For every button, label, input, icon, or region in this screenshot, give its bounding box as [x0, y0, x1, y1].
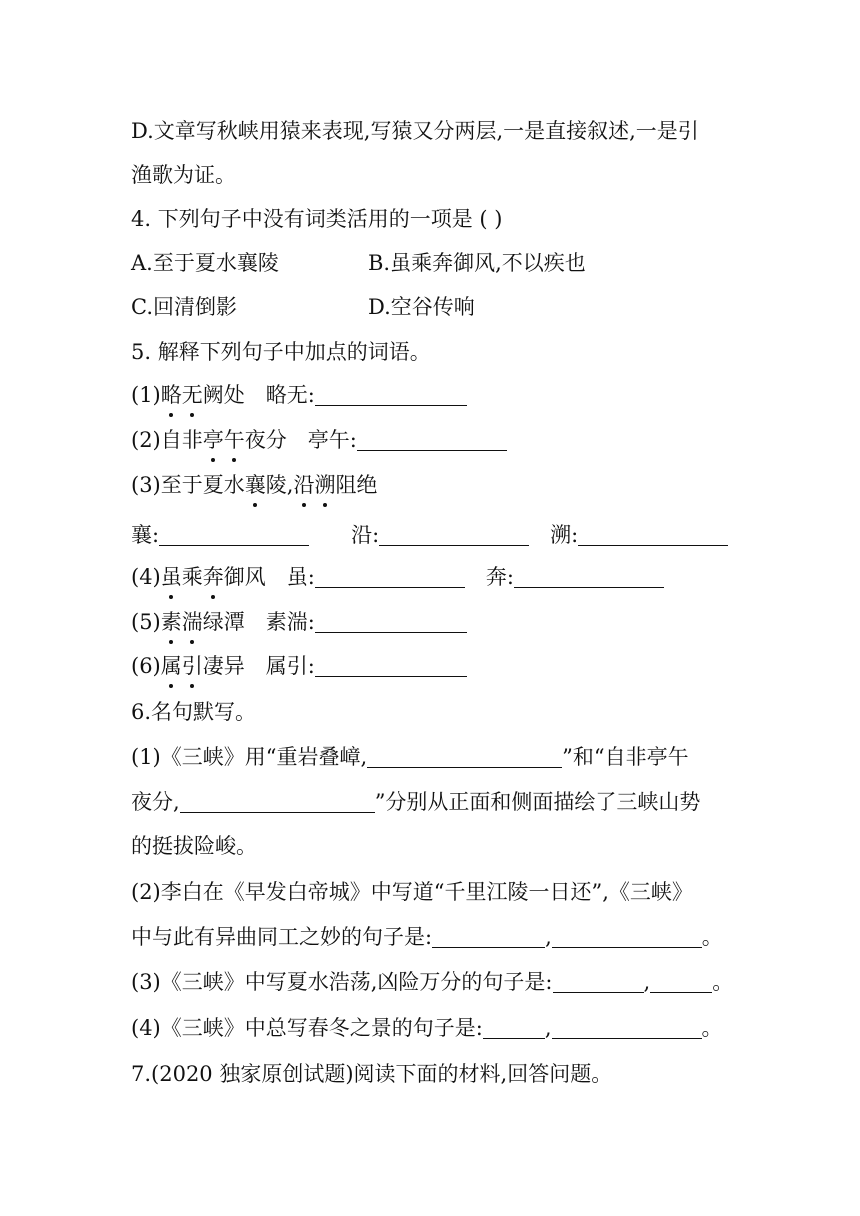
dotted-char: 奔 — [203, 562, 224, 592]
answer-label: 虽: — [286, 565, 315, 589]
dotted-char: 湍 — [182, 607, 203, 637]
answer-label: 沿: — [351, 523, 380, 547]
q6-p1-line2 — [131, 787, 700, 817]
q6-p3 — [131, 967, 733, 997]
sentence-text: ”和“自非亭午 — [562, 745, 689, 769]
dotted-char: 略 — [161, 380, 182, 410]
answer-label: 溯: — [550, 523, 579, 547]
sentence-text: ”分别从正面和侧面描绘了三峡山势 — [374, 790, 701, 814]
answer-label: 素湍: — [265, 610, 315, 634]
item-number: (6) — [131, 654, 161, 678]
dotted-char: 素 — [161, 607, 182, 637]
answer-blank[interactable] — [315, 654, 467, 677]
sentence-text: , — [545, 925, 552, 949]
answer-blank[interactable] — [379, 523, 529, 546]
sentence-text: 至于夏水 — [160, 473, 245, 497]
sentence-text: (3)《三峡》中写夏水浩荡,凶险万分的句子是: — [131, 970, 553, 994]
sentence-text: 。 — [701, 1016, 723, 1040]
sentence-text: 阻绝 — [335, 473, 378, 497]
q4-option-d: D.空谷传响 — [368, 295, 475, 319]
q4-option-c: C.回清倒影 — [131, 295, 237, 319]
dotted-char: 亭 — [203, 425, 224, 455]
answer-blank[interactable] — [432, 925, 545, 948]
dotted-char: 虽 — [161, 562, 182, 592]
answer-blank[interactable] — [315, 610, 467, 633]
q4-option-a: A.至于夏水襄陵 — [131, 251, 279, 275]
sentence-text: 中与此有异曲同工之妙的句子是: — [131, 925, 433, 949]
sentence-text: (4)《三峡》中总写春冬之景的句子是: — [131, 1016, 483, 1040]
q7-stem: 7.(2020 独家原创试题)阅读下面的材料,回答问题。 — [131, 1062, 613, 1086]
answer-blank[interactable] — [367, 745, 562, 768]
answer-blank[interactable] — [514, 565, 664, 588]
sentence-text: 阙处 — [202, 383, 245, 407]
q5-item-3-answers — [131, 520, 728, 550]
sentence-text: (1)《三峡》用“重岩叠嶂, — [131, 745, 368, 769]
answer-blank[interactable] — [315, 383, 467, 406]
sentence-text: 夜分, — [131, 790, 180, 814]
dotted-char: 沿 — [293, 470, 314, 500]
q5-item-2 — [131, 425, 507, 455]
sentence-text: 绿潭 — [202, 610, 245, 634]
q5-stem: 5. 解释下列句子中加点的词语。 — [131, 340, 431, 364]
answer-blank[interactable] — [315, 565, 465, 588]
q4-stem: 4. 下列句子中没有词类活用的一项是 ( ) — [131, 207, 503, 231]
answer-blank[interactable] — [552, 1016, 702, 1039]
sentence-text: 御风 — [223, 565, 266, 589]
sentence-text: 乘 — [181, 565, 203, 589]
q6-p4 — [131, 1013, 723, 1043]
answer-blank[interactable] — [650, 970, 712, 993]
q5-item-1 — [131, 380, 467, 410]
answer-blank[interactable] — [357, 428, 507, 451]
answer-blank[interactable] — [553, 970, 644, 993]
answer-blank[interactable] — [578, 523, 728, 546]
item-number: (4) — [131, 565, 161, 589]
sentence-text: 夜分 — [244, 428, 287, 452]
dotted-char: 无 — [182, 380, 203, 410]
dotted-char: 属 — [161, 651, 182, 681]
dotted-char: 引 — [182, 651, 203, 681]
answer-blank[interactable] — [483, 1016, 545, 1039]
sentence-text: 。 — [712, 970, 734, 994]
q3-option-d-line1: D.文章写秋峡用猿来表现,写猿又分两层,一是直接叙述,一是引 — [131, 119, 699, 143]
item-number: (2) — [131, 428, 161, 452]
sentence-text: 自非 — [160, 428, 203, 452]
answer-label: 亭午: — [307, 428, 357, 452]
answer-blank[interactable] — [180, 790, 375, 813]
sentence-text: , — [643, 970, 651, 994]
q5-item-5 — [131, 607, 467, 637]
q6-p2-line1: (2)李白在《早发白帝城》中写道“千里江陵一日还”,《三峡》 — [131, 880, 693, 904]
dotted-char: 午 — [224, 425, 245, 455]
dotted-char: 襄 — [245, 470, 266, 500]
q6-stem: 6.名句默写。 — [131, 700, 257, 724]
answer-label: 属引: — [265, 654, 315, 678]
q5-item-4 — [131, 562, 664, 592]
answer-blank[interactable] — [552, 925, 702, 948]
item-number: (3) — [131, 473, 161, 497]
q6-p1-line1 — [131, 742, 689, 772]
dotted-char: 溯 — [314, 470, 335, 500]
q5-item-3 — [131, 470, 377, 500]
q5-item-6 — [131, 651, 467, 681]
q3-option-d-line2: 渔歌为证。 — [131, 163, 236, 187]
sentence-text: 凄异 — [202, 654, 245, 678]
answer-label: 襄: — [131, 523, 160, 547]
sentence-text: 。 — [701, 925, 723, 949]
answer-label: 略无: — [265, 383, 315, 407]
sentence-text: , — [544, 1016, 552, 1040]
q4-option-b: B.虽乘奔御风,不以疾也 — [368, 251, 586, 275]
answer-blank[interactable] — [159, 523, 309, 546]
item-number: (1) — [131, 383, 161, 407]
q6-p1-line3: 的挺拔险峻。 — [131, 834, 257, 858]
answer-label: 奔: — [485, 565, 514, 589]
item-number: (5) — [131, 610, 161, 634]
q6-p2-line2 — [131, 922, 723, 952]
sentence-text: 陵, — [265, 473, 294, 497]
